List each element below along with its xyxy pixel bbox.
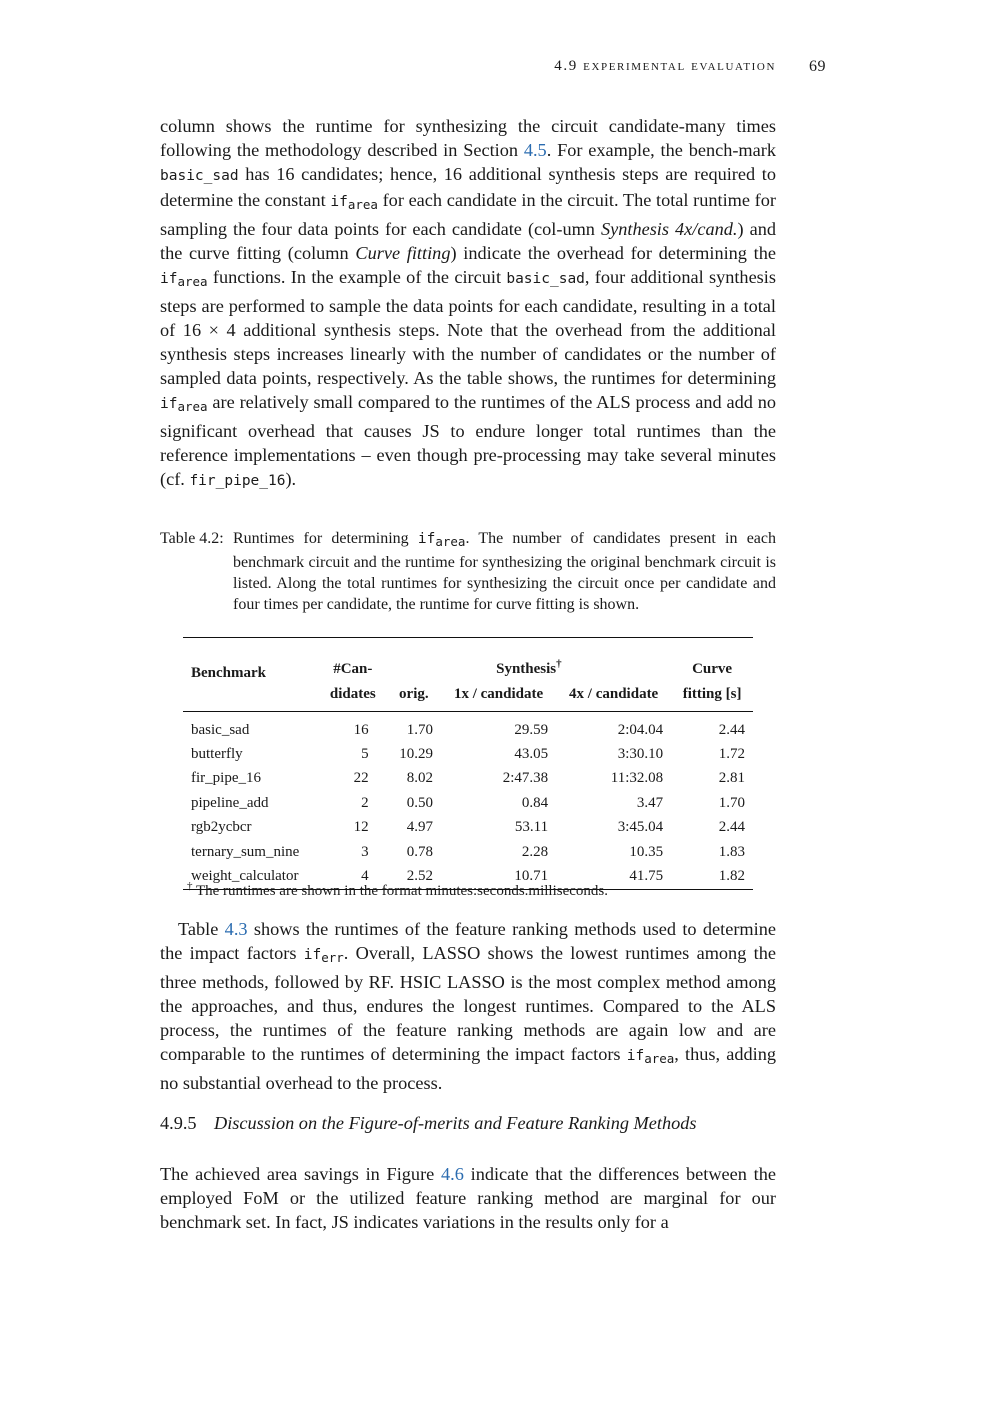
running-head-section: 4.9 experimental evaluation [554,58,776,74]
subsection-title: Discussion on the Figure-of-merits and Feature Ranking Methods [214,1113,697,1133]
header-candidates-2: didates [329,685,376,702]
table-caption-label: Table 4.2: [160,530,224,547]
table-row: weight_calculator 4 2.52 10.71 41.75 1.82 [183,864,753,889]
table-footnote: † The runtimes are shown in the format minutes:seconds.milliseconds. [187,880,608,899]
table-row: fir_pipe_16 22 8.02 2:47.38 11:32.08 2.81 [191,770,745,787]
page-number: 69 [809,58,826,75]
header-curve-1: Curve [692,661,733,677]
table-row: basic_sad 16 1.70 29.59 2:04.04 2.44 [191,721,745,738]
table-ref-link[interactable]: 4.3 [224,919,248,939]
table-caption-text: Runtimes for determining $if_{area}$. The number of candidates present in each benchmark circuit and the runtime for synthesizing the original benchmark circuit is listed. Along the total runtimes for synthesizing the circuit once per candidate and four times per candidate, the runtime for curve fitting is shown. [233,530,776,613]
header-candidates-1: #Can- [333,661,373,677]
header-curve-2: fitting [s] [682,685,742,702]
section-ref-link[interactable]: 4.5 [523,140,547,160]
paragraph-1: column shows the runtime for synthesizing the circuit candidate-many times following the methodology described in Section 4.5. For example, the bench-mark basic_sad has 16 candidates; hence, 16 additional synthesis steps are required to determine the constant $if_{area}$ for each candidate in the circuit. The total runtime for sampling the four data points for each candidate (col-umn Synthesis 4x/cand.) and the curve fitting (column Curve fitting) indicate the overhead for determining the $if_{area}$ functions. In the example of the circuit basic_sad, four additional synthesis steps are performed to sample the data points for each candidate, resulting in a total of 16 × 4 additional synthesis steps. Note that the overhead from the additional synthesis steps increases linearly with the number of candidates or the number of sampled data points, respectively. As the table shows, the runtimes for determining $if_{area}$ are relatively small compared to the runtimes of the ALS process and add no significant overhead that causes JS to endure longer total runtimes than the reference implementations – even though pre-processing may take several minutes (cf. fir_pipe_16). [160,116,776,489]
table-row: rgb2ycbcr 12 4.97 53.11 3:45.04 2.44 [191,819,745,836]
header-benchmark: Benchmark [191,664,266,681]
header-synthesis: Synthesis† [496,658,562,677]
table-caption [160,528,776,615]
figure-ref-link[interactable]: 4.6 [441,1164,464,1184]
subsection-heading [160,1113,697,1134]
running-head [160,58,826,80]
table-row: butterfly 5 10.29 43.05 3:30.10 1.72 [191,746,745,763]
code-basic-sad: basic_sad [160,168,239,184]
subsection-number: 4.9.5 [160,1113,197,1133]
table-row: pipeline_add 2 0.50 0.84 3.47 1.70 [191,794,745,811]
header-4x: 4x / candidate [569,685,659,702]
header-1x: 1x / candidate [453,685,544,702]
header-orig: orig. [399,685,429,702]
table-row: ternary_sum_nine 3 0.78 2.28 10.35 1.83 [191,843,745,860]
paragraph-2: Table 4.3 shows the runtimes of the feature ranking methods used to determine the impact factors $if_{err}$. Overall, LASSO shows the lowest runtimes among the three methods, followed by RF. HSIC LASSO is the most complex method among the approaches, and thus, endures the longest runtimes. Compared to the ALS process, the runtimes of the feature ranking methods are again low and are comparable to the runtimes of determining the impact factors $if_{area}$, thus, adding no substantial overhead to the process. [160,919,777,1093]
runtime-table [183,637,753,890]
paragraph-3: The achieved area savings in Figure 4.6 indicate that the differences between the employed FoM or the utilized feature ranking method are marginal for our benchmark set. In fact, JS indicates variations in the results only for a [160,1164,776,1232]
